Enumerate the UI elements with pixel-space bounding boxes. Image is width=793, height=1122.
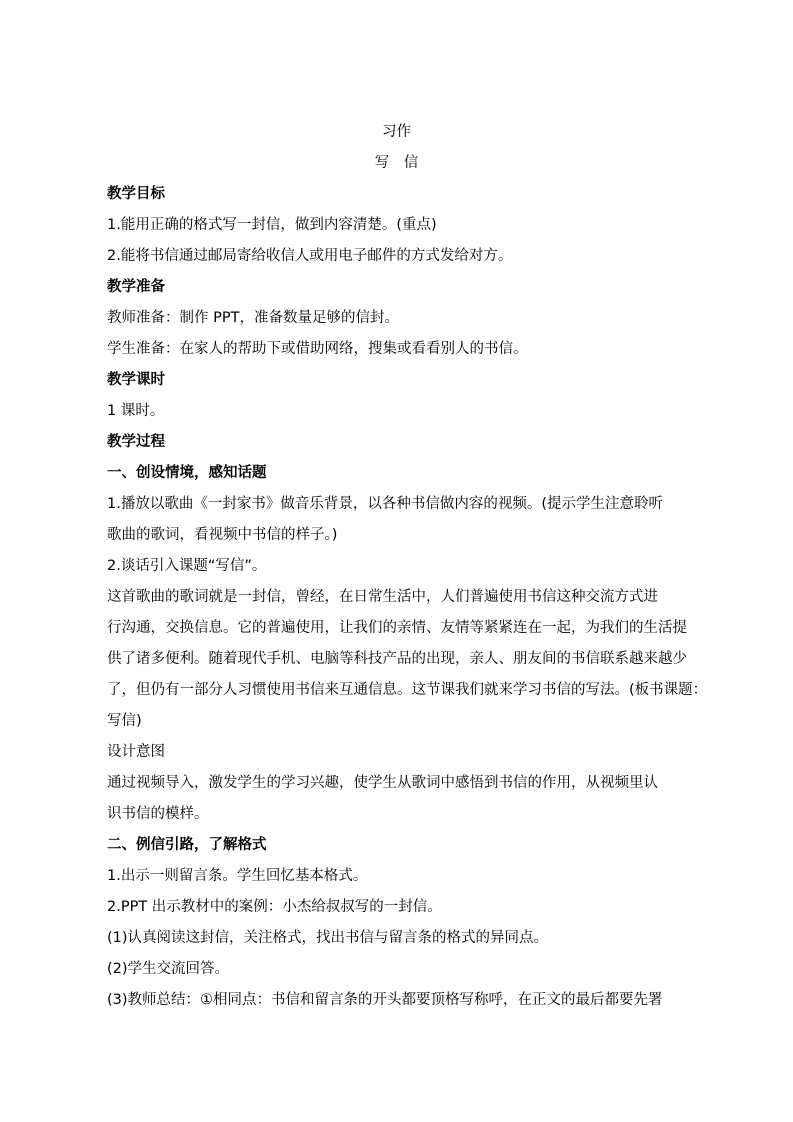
paragraph-line: (2)学生交流回答。 — [107, 961, 230, 977]
heading-teaching-prep: 教学准备 — [107, 279, 165, 295]
paragraph-line: 2.谈话引入课题“写信”。 — [107, 558, 267, 574]
goal-item-2: 2.能将书信通过邮局寄给收信人或用电子邮件的方式发给对方。 — [107, 248, 513, 264]
paragraph-line: (3)教师总结：①相同点：书信和留言条的开头都要顶格写称呼，在正文的最后都要先署 — [107, 992, 663, 1008]
paragraph-line: 1.播放以歌曲《一封家书》做音乐背景，以各种书信做内容的视频。(提示学生注意聆听 — [107, 496, 663, 512]
design-intent-heading: 设计意图 — [107, 744, 165, 760]
goal-item-1: 1.能用正确的格式写一封信，做到内容清楚。(重点) — [107, 217, 437, 233]
section-heading-1: 一、创设情境，感知话题 — [107, 465, 267, 481]
heading-teaching-goals: 教学目标 — [107, 186, 165, 202]
paragraph-line: 写信) — [107, 713, 142, 729]
paragraph-line: 1.出示一则留言条。学生回忆基本格式。 — [107, 868, 368, 884]
paragraph-line: 了，但仍有一部分人习惯使用书信来互通信息。这节课我们就来学习书信的写法。(板书课题： — [107, 682, 708, 698]
paragraph-line: 2.PPT 出示教材中的案例：小杰给叔叔写的一封信。 — [107, 899, 442, 915]
prep-student: 学生准备：在家人的帮助下或借助网络，搜集或看看别人的书信。 — [107, 341, 528, 357]
heading-teaching-process: 教学过程 — [107, 434, 165, 450]
paragraph-line: (1)认真阅读这封信，关注格式，找出书信与留言条的格式的异同点。 — [107, 930, 549, 946]
paragraph-line: 歌曲的歌词，看视频中书信的样子。) — [107, 527, 338, 543]
document-subtitle: 写 信 — [374, 155, 419, 171]
class-hours-value: 1 课时。 — [107, 403, 165, 419]
heading-class-hours: 教学课时 — [107, 372, 165, 388]
prep-teacher: 教师准备：制作 PPT，准备数量足够的信封。 — [107, 310, 399, 326]
paragraph-line: 通过视频导入，激发学生的学习兴趣，使学生从歌词中感悟到书信的作用，从视频里认 — [107, 775, 658, 791]
paragraph-line: 识书信的模样。 — [107, 806, 209, 822]
document-title: 习作 — [382, 124, 411, 140]
paragraph-line: 供了诸多便利。随着现代手机、电脑等科技产品的出现，亲人、朋友间的书信联系越来越少 — [107, 651, 687, 667]
paragraph-line: 这首歌曲的歌词就是一封信，曾经，在日常生活中，人们普遍使用书信这种交流方式进 — [107, 589, 658, 605]
paragraph-line: 行沟通，交换信息。它的普遍使用，让我们的亲情、友情等紧紧连在一起，为我们的生活提 — [107, 620, 687, 636]
section-heading-2: 二、例信引路，了解格式 — [107, 837, 267, 853]
